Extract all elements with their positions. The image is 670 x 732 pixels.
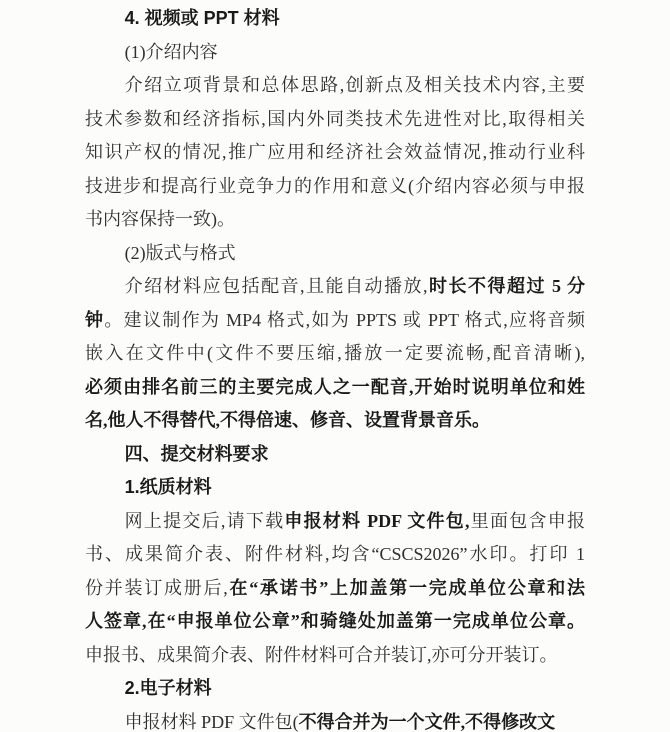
text-run: 嵌入在文件中(文件不要压缩,播放一定要流畅,配音清晰), xyxy=(85,343,585,363)
text-line xyxy=(85,639,585,673)
heading-video-ppt-materials xyxy=(85,2,585,36)
subheading-intro-content xyxy=(85,36,585,70)
emphasis-text-run: 4. 视频或 PPT 材料 xyxy=(124,8,280,28)
text-line xyxy=(85,404,585,438)
text-run: 申报材料 PDF 文件包( xyxy=(124,711,299,732)
text-line xyxy=(85,605,585,639)
text-run: 书、成果简介表、附件材料,均含“CSCS2026”水印。打印 1 xyxy=(85,544,585,564)
emphasis-text-run: 时长不得超过 5 分 xyxy=(427,276,586,296)
text-line xyxy=(85,304,585,338)
heading-paper-materials xyxy=(85,471,585,505)
heading-submit-material-requirements xyxy=(85,438,585,472)
text-line xyxy=(85,538,585,572)
text-line xyxy=(85,572,585,606)
text-line xyxy=(85,69,585,103)
text-line xyxy=(85,103,585,137)
text-line xyxy=(85,136,585,170)
emphasis-text-run: 2.电子材料 xyxy=(124,678,212,698)
text-line xyxy=(85,706,585,732)
text-run: 知识产权的情况,推广应用和经济社会效益情况,推动行业科 xyxy=(85,142,585,162)
text-run: 介绍材料应包括配音,且能自动播放, xyxy=(124,276,428,296)
subheading-layout-format xyxy=(85,237,585,271)
text-line xyxy=(85,203,585,237)
text-run: 里面包含申报 xyxy=(469,510,586,531)
text-run: 申报书、成果简介表、附件材料可合并装订,亦可分开装订。 xyxy=(85,644,558,665)
text-run: 。建议制作为 MP4 格式,如为 PPTS 或 PPT 格式,应将音频 xyxy=(104,309,586,330)
emphasis-text-run: 四、提交材料要求 xyxy=(124,443,269,464)
text-line xyxy=(85,505,585,539)
heading-electronic-materials xyxy=(85,672,585,706)
text-run: 网上提交后,请下载 xyxy=(124,510,285,531)
text-run: 份并装订成册后, xyxy=(85,577,228,598)
emphasis-text-run: 不得合并为一个文件,不得修改文 xyxy=(298,711,556,732)
text-line xyxy=(85,337,585,371)
emphasis-text-run: 1.纸质材料 xyxy=(124,477,212,497)
text-run: 介绍立项背景和总体思路,创新点及相关技术内容,主要 xyxy=(124,75,585,95)
emphasis-text-run: 钟 xyxy=(85,309,105,330)
text-run: 技进步和提高行业竞争力的作用和意义(介绍内容必须与申报 xyxy=(85,175,585,196)
emphasis-text-run: 必须由排名前三的主要完成人之一配音,开始时说明单位和姓 xyxy=(85,376,585,397)
emphasis-text-run: 申报材料 PDF 文件包, xyxy=(284,510,470,531)
emphasis-text-run: 在“承诺书”上加盖第一完成单位公章和法 xyxy=(227,577,585,598)
text-run: 技术参数和经济指标,国内外同类技术先进性对比,取得相关 xyxy=(85,108,585,129)
text-line xyxy=(85,371,585,405)
text-run: (1)介绍内容 xyxy=(124,41,218,62)
text-line xyxy=(85,270,585,304)
emphasis-text-run: 人签章,在“申报单位公章”和骑缝处加盖第一完成单位公章。 xyxy=(85,611,585,631)
text-run: 书内容保持一致)。 xyxy=(85,209,235,229)
emphasis-text-run: 名,他人不得替代,不得倍速、修音、设置背景音乐。 xyxy=(85,410,490,430)
text-run: (2)版式与格式 xyxy=(124,242,236,263)
text-line xyxy=(85,170,585,204)
